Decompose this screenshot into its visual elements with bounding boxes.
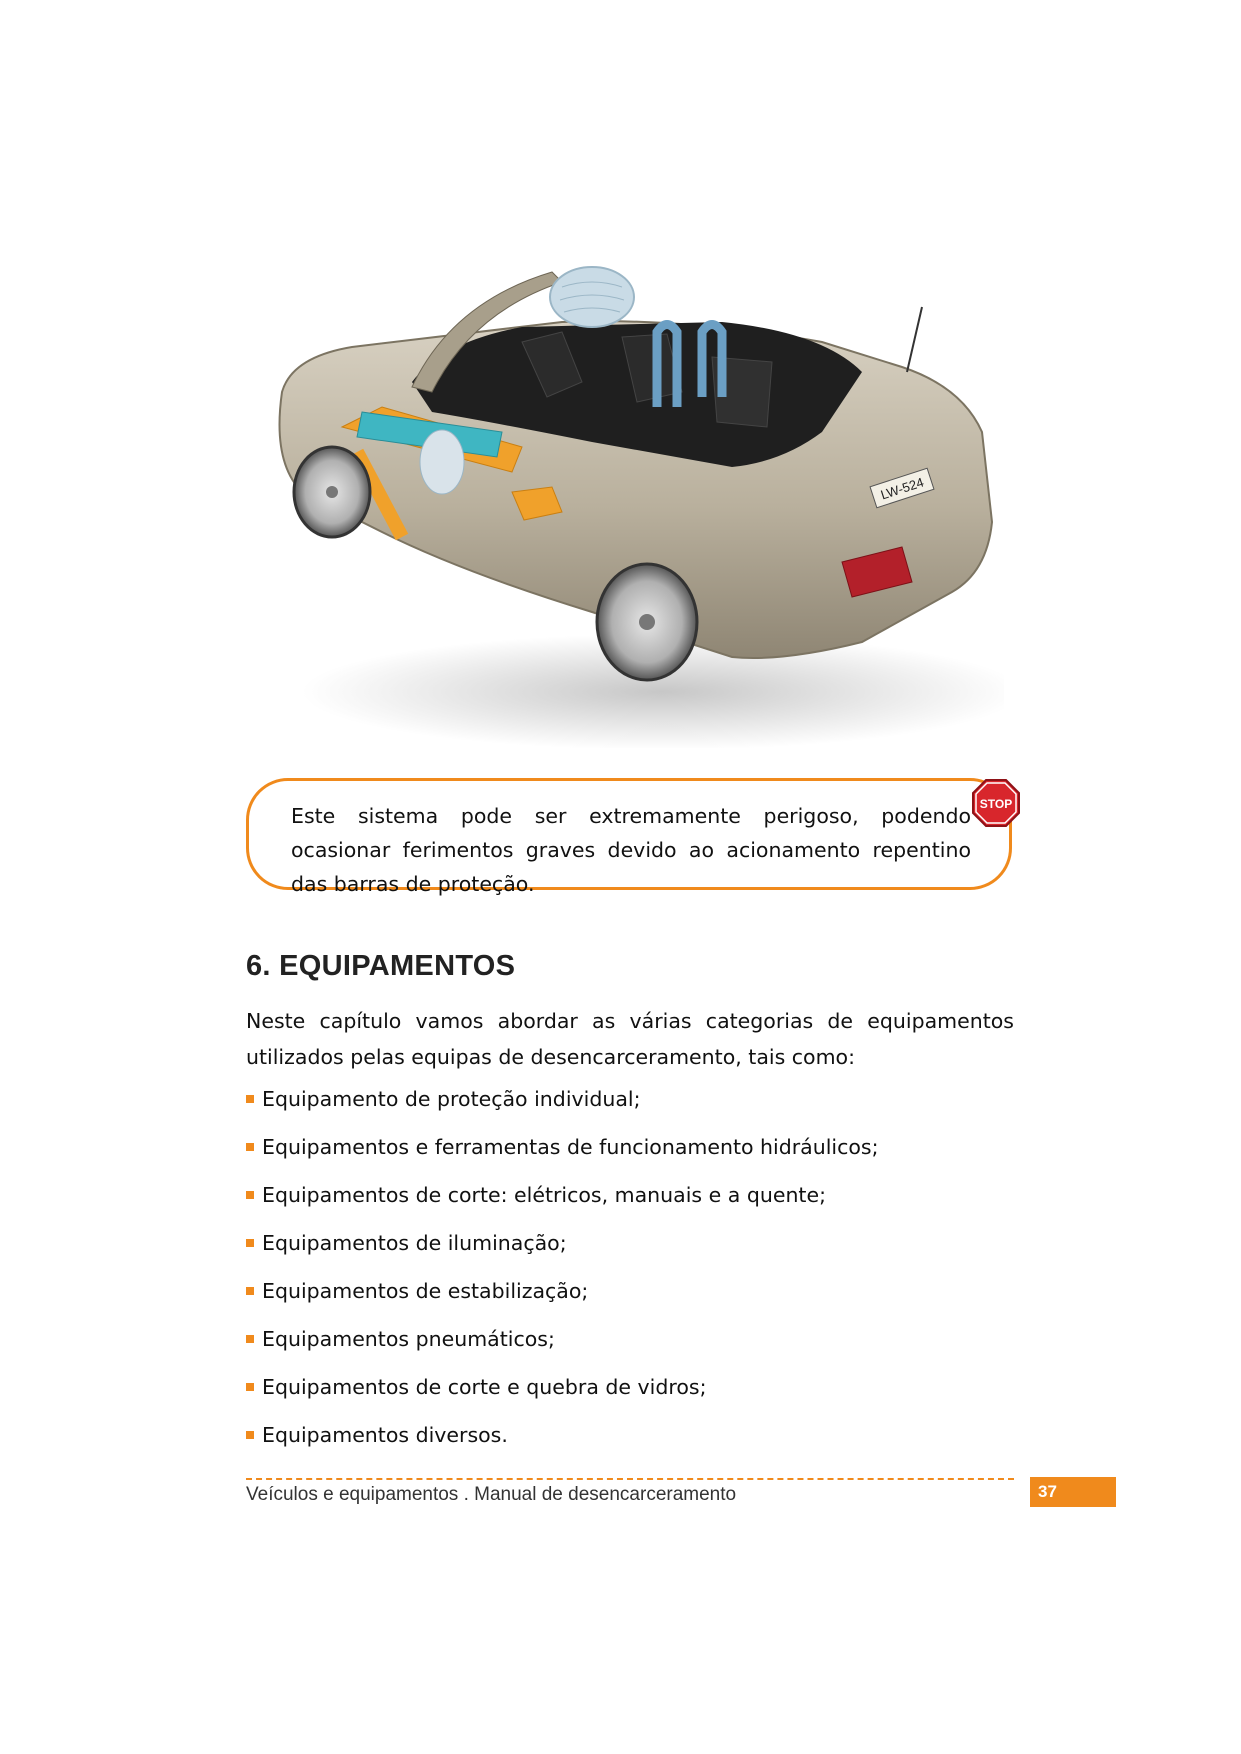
list-item [246,1372,879,1420]
list-item-text: Equipamentos de estabilização; [262,1279,589,1303]
list-item [246,1132,879,1180]
bullet-square-icon [246,1287,254,1295]
list-item [246,1420,879,1468]
list-item-text: Equipamentos e ferramentas de funcionamento hidráulicos; [262,1135,879,1159]
equipment-list [246,1084,879,1468]
bullet-square-icon [246,1335,254,1343]
list-item-text: Equipamentos de iluminação; [262,1231,567,1255]
list-item-text: Equipamentos diversos. [262,1423,508,1447]
stop-sign-label: STOP [979,797,1013,811]
bullet-square-icon [246,1431,254,1439]
page-number: 37 [1030,1477,1116,1507]
list-item-text: Equipamentos pneumáticos; [262,1327,555,1351]
warning-text: Este sistema pode ser extremamente perigoso, podendo ocasionar ferimentos graves devido ao acionamento repentino das barras de proteção. [291,804,971,896]
bullet-square-icon [246,1239,254,1247]
stop-sign-icon [971,778,1021,828]
list-item-text: Equipamentos de corte: elétricos, manuais e a quente; [262,1183,826,1207]
list-item-text: Equipamentos de corte e quebra de vidros; [262,1375,707,1399]
list-item [246,1324,879,1372]
bullet-square-icon [246,1095,254,1103]
footer-divider [246,1478,1014,1480]
car-safety-illustration [262,262,1004,748]
bullet-square-icon [246,1191,254,1199]
section-title: 6. EQUIPAMENTOS [246,950,516,982]
license-plate-text: LW-524 [878,474,926,503]
list-item [246,1276,879,1324]
list-item [246,1228,879,1276]
warning-callout [246,778,1012,896]
footer-title: Veículos e equipamentos . Manual de desencarceramento [246,1484,737,1505]
bullet-square-icon [246,1383,254,1391]
list-item [246,1180,879,1228]
bullet-square-icon [246,1143,254,1151]
section-intro: Neste capítulo vamos abordar as várias categorias de equipamentos utilizados pelas equipas de desencarceramento, tais como: [246,1009,1014,1069]
list-item [246,1084,879,1132]
list-item-text: Equipamento de proteção individual; [262,1087,641,1111]
